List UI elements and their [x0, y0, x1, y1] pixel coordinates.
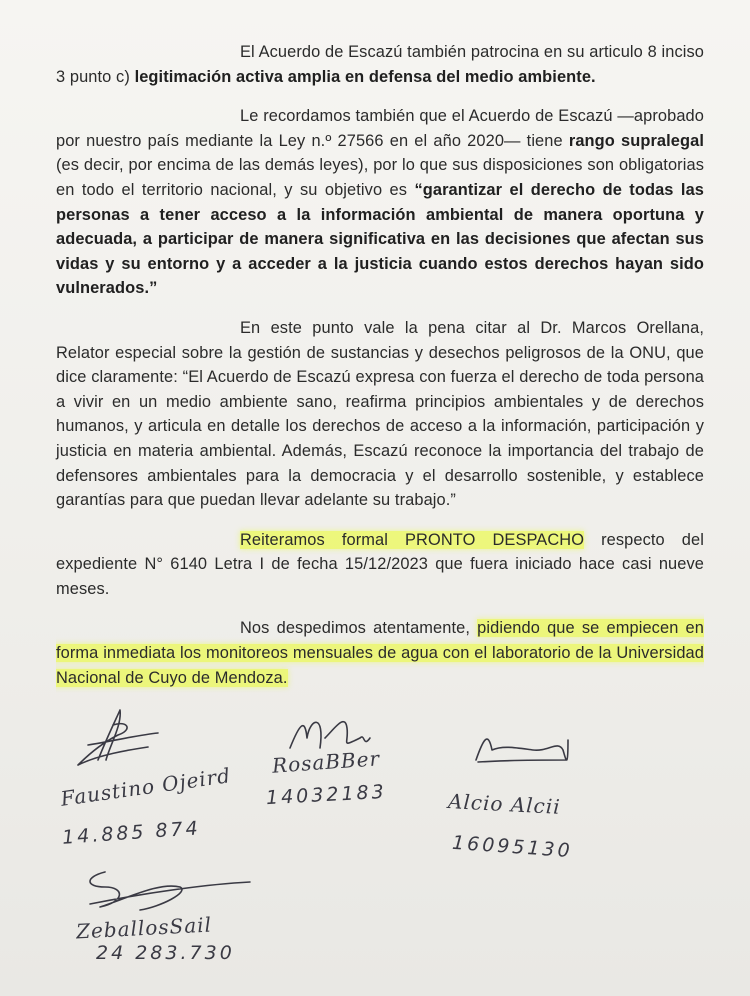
signature-1-number: 14.885 874 — [61, 817, 202, 849]
paragraph-supralegal — [56, 104, 704, 301]
signature-3-name: Alcio Alcii — [447, 789, 562, 819]
signature-3 — [468, 720, 588, 785]
paragraph-text: (es decir, por encima de las demás leyes), por lo que sus disposiciones son obligatorias en todo el territorio nacional, y su objetivo es — [56, 156, 704, 199]
paragraph-orellana-quote: En este punto vale la pena citar al Dr. Marcos Orellana, Relator especial sobre la gestión de sustancias y desechos peligrosos de la ONU, que dice claramente: “El Acuerdo de Escazú expresa con fuerza el derecho de toda persona a vivir en un medio ambiente sano, reafirma principios ambientales y de derechos humanos, y articula en detalle los derechos de acceso a la información, participación y justicia en materia ambiental. Además, Escazú reconoce la importancia del trabajo de defensores ambientales para la democracia y el desarrollo sostenible, y establece garantías para que puedan llevar adelante su trabajo.” — [56, 318, 704, 510]
signature-scribble-icon — [468, 720, 588, 780]
signature-4-name: ZeballosSail — [75, 912, 213, 944]
highlighted-text: pidiendo que se empiecen en forma inmediata los monitoreos mensuales de agua con el laboratorio de la Universidad Nacional de Cuyo de Mendoza. — [56, 619, 704, 687]
signature-2-number: 14032183 — [265, 780, 388, 810]
signature-4-number: 24 283.730 — [96, 942, 235, 964]
letter-body — [56, 40, 704, 705]
signature-scribble-icon — [70, 862, 260, 922]
highlighted-text: Reiteramos formal PRONTO DESPACHO — [240, 530, 585, 549]
paragraph-closing — [56, 616, 704, 690]
paragraph-pronto-despacho — [56, 528, 704, 602]
signature-3-number: 16095130 — [451, 831, 574, 863]
paragraph-escazu-article — [56, 40, 704, 89]
paragraph-text: Le recordamos también que el Acuerdo de Escazú —aprobado por nuestro país mediante la Ley n.º 27566 en el año 2020— tiene — [56, 107, 704, 150]
paragraph-text: respecto del expediente N° 6140 Letra I de fecha 15/12/2023 que fuera iniciado hace casi nueve meses. — [56, 530, 704, 598]
signature-2-name: RosaBBer — [271, 746, 381, 778]
paragraph-text: Nos despedimos atentamente, — [240, 619, 478, 638]
bold-text: legitimación activa amplia en defensa del medio ambiente. — [134, 67, 596, 86]
bold-text: rango supralegal — [568, 131, 704, 150]
signature-1-name: Faustino Ojeird — [59, 763, 233, 811]
paragraph-text: El Acuerdo de Escazú también patrocina en su articulo 8 inciso 3 punto c) — [56, 43, 704, 86]
bold-quote: “garantizar el derecho de todas las personas a tener acceso a la información ambiental de manera oportuna y adecuada, a participar de manera significativa en las decisiones que afectan sus vidas y su entorno y a acceder a la justicia cuando estos derechos hayan sido vulnerados.” — [56, 180, 704, 298]
